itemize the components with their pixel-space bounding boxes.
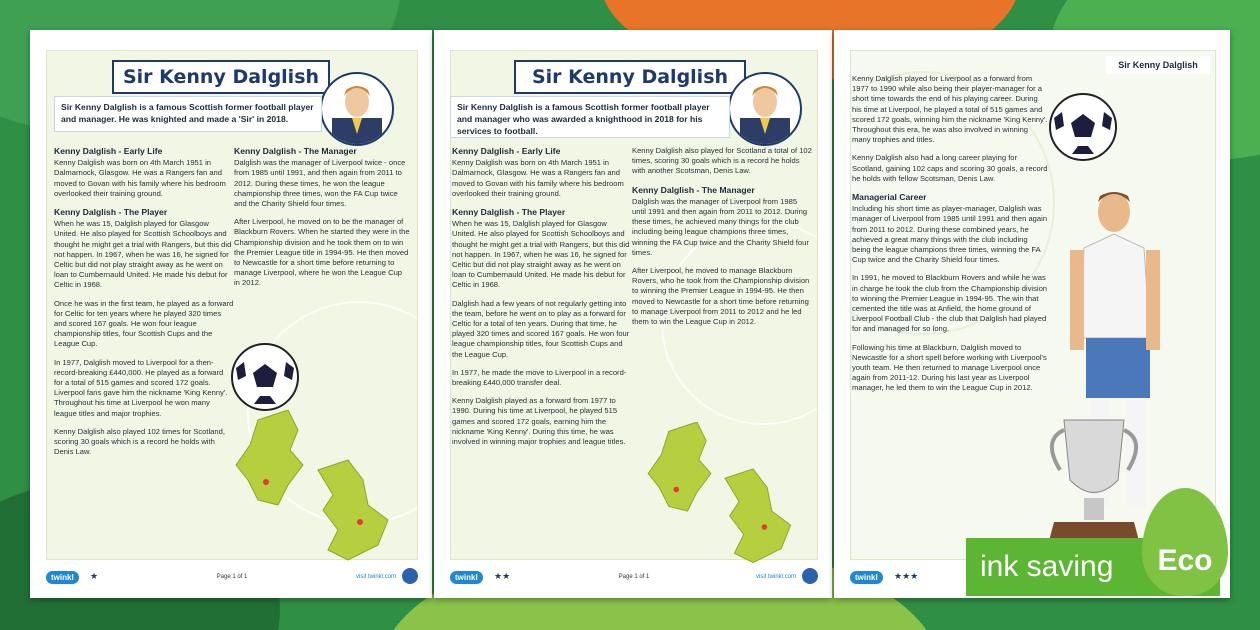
section-heading: Managerial Career — [852, 192, 927, 203]
football-icon — [230, 342, 300, 412]
difficulty-stars: ★★ — [494, 571, 511, 581]
paragraph: Kenny Dalglish played for Liverpool as a forward from 1977 to 1990 while also being their player-manager for a short time towards the end of his playing career. During his time at Liverpool, he played a total of 515 games and scored 172 goals, winning him the nickname 'King Kenny'. Throughout this era, he was also involved in winning many trophies and titles. — [852, 74, 1048, 145]
twinkl-logo: twinkl — [850, 571, 883, 584]
section-heading: Kenny Dalglish - The Player — [54, 207, 168, 218]
paragraph: Dalglish was the manager of Liverpool twice - once from 1985 until 1991, and then again from 2011 to 2012. During these times, he won the league championship three times, won the FA Cup twice and the Charity Shield four times. — [234, 158, 406, 209]
kenny-portrait — [728, 72, 802, 146]
difficulty-stars: ★ — [90, 571, 99, 581]
paragraph: Kenny Dalglish was born on 4th March 1951 in Dalmarnock, Glasgow. He was a Rangers fan and moved to Govan with his family where his bedroom overlooked their training ground. — [452, 158, 624, 198]
section-heading: Kenny Dalglish - Early Life — [452, 146, 561, 156]
section-heading: Kenny Dalglish - The Player — [452, 207, 566, 218]
paragraph: Following his time at Blackburn, Dalglish moved to Newcastle for a short spell before working with Liverpool's youth team. He then returned to manage Liverpool once again from 2011-12. During his last year as Liverpool manager, he led them to win the League Cup in 2012. — [852, 342, 1047, 393]
intro-box: Sir Kenny Dalglish is a famous Scottish former football player and manager who was awarded a knighthood in 2018 for his services to football. — [450, 96, 730, 138]
uk-map-icon — [228, 410, 408, 570]
page-footer — [450, 566, 818, 590]
paragraph: Including his short time as player-manager, Dalglish was manager of Liverpool from 1985 until 1991 and then again from 2011 to 2012. During these combined years, he achieved a great many things with the club including being the league champions three times, winning the FA Cup twice and the Charity Shield four times. — [852, 204, 1048, 265]
paragraph: Kenny Dalglish played as a forward from 1977 to 1990. During his time at Liverpool, he played 515 games and scored 172 goals, earning him the nickname 'King Kenny'. During this time, he was involved in winning major trophies and league titles. — [452, 396, 626, 447]
ink-saving-label: ink saving — [980, 550, 1114, 583]
twinkl-logo: twinkl — [450, 571, 483, 584]
paragraph: After Liverpool, he moved on to be the manager of Blackburn Rovers. When he started they were in the Championship division and he took them on to win the Premier League title in 1994-95. He then moved to Newcastle for a short time before returning to manage Liverpool, where he won the League Cup in 2012. — [234, 217, 410, 288]
paragraph: Kenny Dalglish was born on 4th March 1951 in Dalmarnock, Glasgow. He was a Rangers fan and moved to Govan with his family where his bedroom overlooked their training ground. — [54, 158, 226, 198]
badge-icon — [402, 568, 418, 584]
badge-icon — [802, 568, 818, 584]
section-heading: Kenny Dalglish - Early Life — [54, 146, 163, 156]
page-footer — [46, 566, 418, 590]
worksheet-page-2 — [434, 30, 832, 598]
paragraph: Dalglish had a few years of not regularly getting into the team, before he went on to play as a forward for Celtic for a total of ten years. During that time, he played 320 times and scored 167 goals. He won four league championship titles, four Scottish Cups and the League Cup. — [452, 298, 630, 359]
page-header: Sir Kenny Dalglish — [1106, 56, 1210, 74]
visit-link[interactable]: visit twinkl.com — [355, 574, 396, 580]
text-column-right — [234, 146, 410, 297]
paragraph: When he was 15, Dalglish played for Glasgow United. He also played for Scottish Schoolboys and thought he might get a trial with Rangers, but this did not happen. In 1967, when he was 16, he signed for Celtic but did not play straight away as he went on loan to Cumbernauld United. He made his debut for Celtic in 1968. — [54, 219, 232, 290]
paragraph: In 1991, he moved to Blackburn Rovers and while he was in charge he took the club from the Championship division to winning the Premier League in 1994-95. The win that cemented the title was at Anfield, the home ground of Liverpool Football Club - the club that Dalglish had played for and managed for so long. — [852, 273, 1048, 334]
difficulty-stars: ★★★ — [894, 571, 919, 581]
football-icon — [1048, 92, 1118, 162]
text-column-left — [54, 146, 234, 465]
paragraph: Kenny Dalglish also played for Scotland a total of 102 times, scoring 30 goals which is a record he holds with another Scotsman, Denis Law. — [632, 146, 812, 176]
visit-link[interactable]: visit twinkl.com — [755, 574, 796, 580]
page-title: Sir Kenny Dalglish — [514, 60, 746, 94]
section-heading: Kenny Dalglish - The Manager — [632, 184, 755, 195]
paragraph: In 1977, he made the move to Liverpool in a record-breaking £440,000 transfer deal. — [452, 367, 627, 388]
paragraph: Kenny Dalglish also had a long career playing for Scotland, gaining 102 caps and scoring 30 goals, a record he holds with fellow Scotsman, Denis Law. — [852, 153, 1048, 183]
text-column-left — [452, 146, 632, 455]
intro-box: Sir Kenny Dalglish is a famous Scottish former football player and manager. He was knighted and made a 'Sir' in 2018. — [54, 96, 322, 132]
paragraph: After Liverpool, he moved to manage Blackburn Rovers, who he took from the Championship division to winning the Premier League in 1994-95. He then moved to Newcastle for a short time before returning to manage Liverpool from 2011 to 2012 and he led them to win the League Cup in 2012. — [632, 266, 810, 327]
paragraph: Dalglish was the manager of Liverpool from 1985 until 1991 and then again from 2011 to 2012. During these times, he achieved many things for the club including being league champions three times, winning the FA Cup twice and the Charity Shield four times. — [632, 196, 809, 257]
text-column-left — [852, 74, 1048, 402]
paragraph: When he was 15, Dalglish played for Glasgow United. He also played for Scottish Schoolboys and thought he might get a trial with Rangers, but this did not happen. In 1967, when he was 16, he signed for Celtic but did not play straight away as he went on loan to Cumbernauld United. He made his debut for Celtic in 1968. — [452, 219, 630, 290]
twinkl-logo: twinkl — [46, 571, 79, 584]
page-number: Page 1 of 1 — [216, 574, 248, 580]
paragraph: In 1977, Dalglish moved to Liverpool for a then-record-breaking £440,000. He played as a forward for a total of 515 games and scored 172 goals. Liverpool fans gave him the nickname 'King Kenny'. Throughout his time at Liverpool he won many league titles and major trophies. — [54, 357, 228, 418]
eco-label: Eco — [1157, 544, 1213, 577]
uk-map-icon — [640, 422, 810, 572]
text-column-right — [632, 146, 812, 335]
kenny-portrait — [320, 72, 394, 146]
section-heading: Kenny Dalglish - The Manager — [234, 146, 357, 156]
page-number: Page 1 of 1 — [618, 574, 650, 580]
page-title: Sir Kenny Dalglish — [112, 60, 330, 94]
worksheet-page-1 — [30, 30, 432, 598]
paragraph: Once he was in the first team, he played as a forward for Celtic for ten years where he played 320 times and scored 167 goals. He won four league championship titles, four Scottish Cups and the League Cup. — [54, 298, 234, 349]
paragraph: Kenny Dalglish also played 102 times for Scotland, scoring 30 goals which is a record he holds with Denis Law. — [54, 426, 225, 457]
